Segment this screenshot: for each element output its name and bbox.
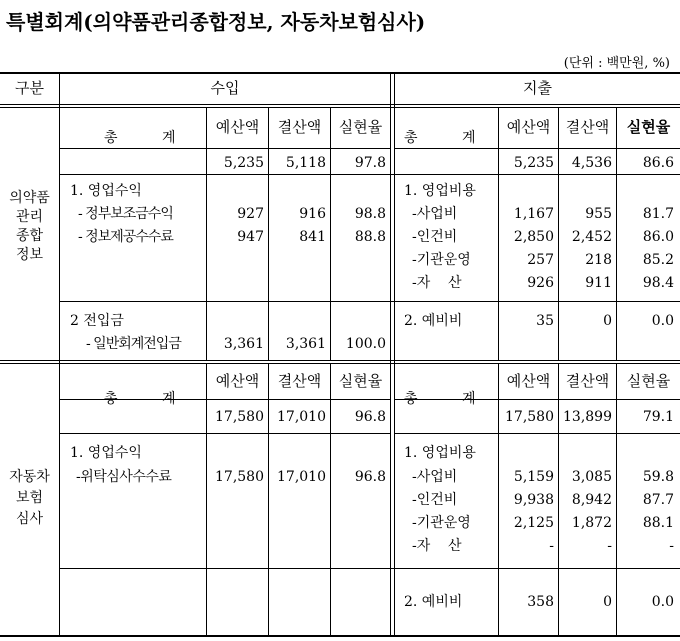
income-total-budget: 5,235	[223, 155, 264, 171]
income-item-rate: 96.8	[354, 469, 386, 485]
expense-group-title: 2. 예비비	[404, 313, 463, 329]
expense-group-budget: 358	[527, 594, 554, 610]
rule-s2-exp-sub	[394, 399, 680, 400]
expense-item-budget: 2,850	[513, 229, 554, 245]
expense-item-label: -자 산	[412, 538, 462, 554]
expense-item-label: -기관운영	[412, 515, 471, 531]
rule-s2-exp-total	[394, 433, 680, 434]
rule-bottom	[0, 635, 680, 637]
income-item-label: - 일반회계전입금	[86, 336, 181, 352]
income-total-budget: 17,580	[215, 409, 264, 425]
expense-item-budget: 5,159	[513, 469, 554, 485]
income-budget-header: 예산액	[215, 118, 260, 136]
section-2-line: 보험	[15, 490, 44, 506]
income-item-label: - 정부보조금수익	[78, 206, 173, 222]
income-total-label-a: 총	[104, 130, 118, 146]
expense-item-rate: 88.1	[642, 515, 674, 531]
expense-item-label: -기관운영	[412, 252, 471, 268]
income-total-label-a: 총	[104, 391, 118, 407]
expense-item-rate: 85.2	[642, 252, 674, 268]
col-mid-b	[394, 72, 395, 637]
unit-label: (단위 : 백만원, %)	[563, 56, 670, 71]
expense-budget-header: 예산액	[506, 118, 551, 136]
section-1-line: 의약품	[9, 190, 50, 206]
expense-group-settle: 0	[603, 594, 612, 610]
expense-total-rate: 79.1	[642, 409, 674, 425]
income-group-title: 1. 영업수익	[70, 445, 142, 461]
income-group-title: 2 전입금	[70, 313, 124, 329]
expense-settle-header: 결산액	[565, 118, 610, 136]
income-item-settle: 17,010	[277, 469, 326, 485]
header-category: 구분	[15, 79, 44, 97]
header-income: 수입	[210, 79, 240, 97]
income-item-budget: 947	[237, 229, 264, 245]
col-inc-budget-s2	[206, 364, 207, 635]
rule-section-double	[0, 363, 680, 364]
income-rate-header: 실현율	[338, 118, 383, 136]
expense-item-settle: 911	[585, 275, 612, 291]
income-item-rate: 98.8	[354, 206, 386, 222]
expense-item-label: -사업비	[412, 469, 458, 485]
section-2-line: 자동차	[9, 469, 50, 485]
income-settle-header: 결산액	[277, 372, 322, 390]
expense-item-budget: 1,167	[513, 206, 554, 222]
page-title: 특별회계(의약품관리종합정보, 자동차보험심사)	[6, 10, 426, 34]
col-inc-rate-s2	[330, 364, 331, 635]
rule-header	[0, 104, 680, 105]
income-item-label: - 정보제공수수료	[78, 229, 173, 245]
income-total-label-b: 계	[162, 130, 176, 146]
income-item-rate: 100.0	[345, 336, 386, 352]
expense-settle-header: 결산액	[565, 372, 610, 390]
income-item-budget: 3,361	[223, 336, 264, 352]
expense-item-label: -사업비	[412, 206, 458, 222]
expense-item-budget: 926	[527, 275, 554, 291]
section-name-2	[0, 467, 59, 530]
income-item-rate: 88.8	[354, 229, 386, 245]
income-total-settle: 5,118	[285, 155, 326, 171]
expense-total-label-b: 계	[462, 391, 476, 407]
expense-item-settle: -	[607, 538, 612, 554]
section-1-line: 정보	[15, 247, 44, 263]
income-total-label-b: 계	[162, 391, 176, 407]
income-settle-header: 결산액	[277, 118, 322, 136]
rule-s1-total	[59, 174, 680, 175]
income-rate-header: 실현율	[338, 372, 383, 390]
expense-item-budget: 9,938	[513, 492, 554, 508]
expense-group-title: 2. 예비비	[404, 594, 463, 610]
section-name-1	[0, 189, 59, 265]
income-item-settle: 841	[299, 229, 326, 245]
col-inc-settle-s2	[268, 364, 269, 635]
income-item-budget: 927	[237, 206, 264, 222]
expense-item-rate: 86.0	[642, 229, 674, 245]
income-budget-header: 예산액	[215, 372, 260, 390]
expense-item-rate: -	[669, 538, 674, 554]
expense-item-label: -인건비	[412, 492, 458, 508]
rule-s2-inc-total	[59, 433, 390, 434]
expense-rate-header: 실현율	[626, 372, 671, 390]
rule-s1-inc-sub	[59, 148, 390, 149]
income-item-budget: 17,580	[215, 469, 264, 485]
rule-header-double	[0, 107, 680, 108]
expense-total-rate: 86.6	[642, 155, 674, 171]
col-mid-a	[390, 72, 391, 637]
expense-item-settle: 2,452	[571, 229, 612, 245]
expense-item-settle: 1,872	[571, 515, 612, 531]
expense-group-budget: 35	[536, 313, 554, 329]
expense-total-budget: 17,580	[505, 409, 554, 425]
income-total-rate: 96.8	[354, 409, 386, 425]
expense-item-budget: 2,125	[513, 515, 554, 531]
income-total-rate: 97.8	[354, 155, 386, 171]
col-category	[59, 72, 60, 637]
rule-s1-exp-sub	[394, 148, 680, 149]
rule-top	[0, 72, 680, 74]
expense-item-rate: 59.8	[642, 469, 674, 485]
income-item-settle: 916	[299, 206, 326, 222]
income-total-settle: 17,010	[277, 409, 326, 425]
expense-group-title: 1. 영업비용	[404, 183, 476, 199]
section-1-line: 관리	[15, 209, 44, 225]
budget-table	[0, 72, 680, 637]
expense-rate-header: 실현율	[626, 118, 671, 136]
income-item-label: -위탁심사수수료	[76, 469, 172, 485]
expense-item-label: -자 산	[412, 275, 462, 291]
expense-item-budget: 257	[527, 252, 554, 268]
rule-section	[0, 360, 680, 361]
expense-budget-header: 예산액	[506, 372, 551, 390]
expense-group-title: 1. 영업비용	[404, 445, 476, 461]
expense-item-rate: 98.4	[642, 275, 674, 291]
income-group-title: 1. 영업수익	[70, 183, 142, 199]
expense-total-label-a: 총	[404, 391, 418, 407]
expense-total-label-a: 총	[404, 130, 418, 146]
rule-s2-groups	[59, 568, 680, 569]
expense-total-budget: 5,235	[513, 155, 554, 171]
expense-item-settle: 8,942	[571, 492, 612, 508]
expense-total-settle: 13,899	[563, 409, 612, 425]
expense-group-rate: 0.0	[651, 313, 674, 329]
income-item-settle: 3,361	[285, 336, 326, 352]
expense-item-settle: 3,085	[571, 469, 612, 485]
section-2-line: 심사	[15, 511, 44, 527]
expense-item-settle: 218	[585, 252, 612, 268]
expense-item-rate: 87.7	[642, 492, 674, 508]
expense-item-rate: 81.7	[642, 206, 674, 222]
rule-s1-groups	[59, 301, 680, 302]
expense-total-settle: 4,536	[571, 155, 612, 171]
expense-group-rate: 0.0	[651, 594, 674, 610]
expense-group-settle: 0	[603, 313, 612, 329]
header-expense: 지출	[523, 79, 552, 97]
section-1-line: 종합	[15, 228, 44, 244]
expense-item-budget: -	[549, 538, 554, 554]
expense-item-settle: 955	[585, 206, 612, 222]
expense-total-label-b: 계	[462, 130, 476, 146]
expense-item-label: -인건비	[412, 229, 458, 245]
